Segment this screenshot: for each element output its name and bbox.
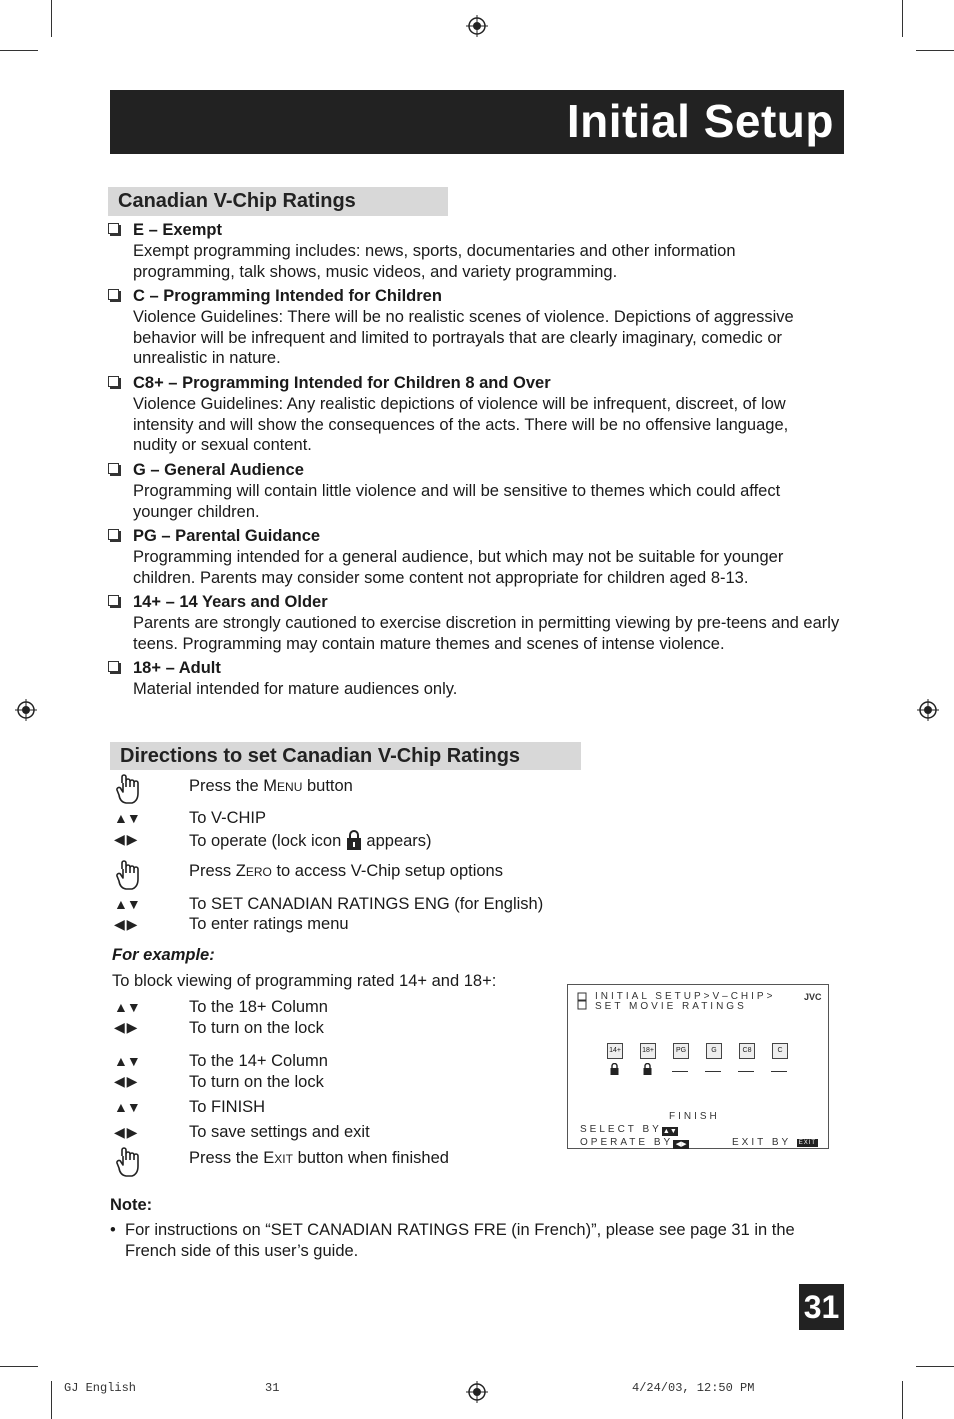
step-press-zero: Press Zero to access V-Chip setup options — [189, 862, 503, 880]
up-down-arrows-icon: ▲▼ — [114, 810, 140, 826]
rating-heading: PG – Parental Guidance — [133, 527, 321, 545]
rating-item-c — [108, 286, 848, 369]
rating-description: Material intended for mature audiences only. — [133, 679, 458, 698]
rating-item-g — [108, 460, 848, 522]
left-right-arrows-icon: ◀ ▶ — [114, 916, 137, 932]
crop-mark — [902, 0, 903, 37]
crop-mark — [916, 50, 954, 51]
remote-button-hand-icon — [114, 773, 148, 807]
crop-mark — [51, 1381, 52, 1419]
checkbox-bullet-icon — [108, 595, 119, 606]
crop-mark — [0, 1366, 38, 1367]
rating-item-c8 — [108, 373, 848, 456]
up-down-arrows-icon: ▲▼ — [114, 1053, 140, 1069]
lock-icon — [610, 1063, 619, 1075]
checkbox-bullet-icon — [108, 529, 119, 540]
rating-description: Programming will contain little violence and will be sensitive to themes which could affect younger children. — [133, 481, 781, 521]
screen-select: SELECT BY▲▼ — [580, 1124, 677, 1135]
section-title-directions: Directions to set Canadian V-Chip Ratings — [110, 742, 581, 770]
unlocked-dash — [672, 1071, 688, 1072]
rating-item-18plus — [108, 658, 848, 700]
section-title-ratings: Canadian V-Chip Ratings — [108, 187, 448, 216]
step-set-canadian-ratings: To SET CANADIAN RATINGS ENG (for English) — [189, 895, 544, 913]
left-right-key-icon: ◀▶ — [673, 1140, 689, 1149]
note-bullet: • For instructions on “SET CANADIAN RATINGS FRE (in French)”, please see page 31 in the French side of this user’s guide. — [110, 1221, 795, 1260]
example-step: To turn on the lock — [189, 1073, 324, 1091]
example-step: To FINISH — [189, 1098, 266, 1116]
registration-mark-icon — [15, 699, 37, 721]
brand-logo: JVC — [804, 992, 822, 1002]
checkbox-bullet-icon — [108, 376, 119, 387]
screen-subtitle: SET MOVIE RATINGS — [595, 1001, 747, 1012]
unlocked-dash — [738, 1071, 754, 1072]
up-down-arrows-icon: ▲▼ — [114, 999, 140, 1015]
bullet-icon: • — [110, 1221, 116, 1239]
rating-c8-icon: C8 — [739, 1043, 755, 1059]
example-label: For example: — [112, 946, 215, 964]
remote-button-hand-icon — [114, 1146, 148, 1180]
step-to-vchip: To V-CHIP — [189, 809, 267, 827]
rating-heading: 14+ – 14 Years and Older — [133, 593, 328, 611]
left-right-arrows-icon: ◀ ▶ — [114, 1073, 137, 1089]
rating-item-e — [108, 220, 848, 282]
rating-description: Violence Guidelines: Any realistic depictions of violence will be infrequent, discreet, of low intensity and will show the consequences of the acts. There will be no offensive language, nudity or sexual content. — [133, 394, 789, 455]
exit-key-icon: EXIT — [798, 1140, 817, 1146]
rating-heading: C8+ – Programming Intended for Children 8 and Over — [133, 374, 551, 392]
rating-description: Exempt programming includes: news, sports, documentaries and other information programming, talk shows, music videos, and variety programming. — [133, 241, 736, 281]
menu-lock-icon — [577, 992, 587, 1010]
step-press-menu: Press the Menu button — [189, 777, 353, 795]
rating-14plus-icon: 14+ — [607, 1043, 623, 1059]
rating-heading: C – Programming Intended for Children — [133, 287, 442, 305]
screen-path: INITIAL SETUP>V–CHIP> — [595, 991, 776, 1002]
checkbox-bullet-icon — [108, 289, 119, 300]
registration-mark-icon — [466, 1381, 488, 1403]
unlocked-dash — [705, 1071, 721, 1072]
unlocked-dash — [771, 1071, 787, 1072]
footer-filename: GJ English — [64, 1381, 137, 1395]
rating-pg-icon: PG — [673, 1043, 689, 1059]
remote-button-hand-icon — [114, 859, 148, 893]
rating-description: Parents are strongly cautioned to exercise discretion in permitting viewing by pre-teens and early teens. Programming may contain mature themes and scenes of intense violence. — [133, 613, 840, 653]
tv-screen-illustration — [567, 984, 829, 1149]
registration-mark-icon — [917, 699, 939, 721]
crop-mark — [902, 1381, 903, 1419]
page-header — [110, 90, 844, 154]
rating-g-icon: G — [706, 1043, 722, 1059]
example-step: To the 14+ Column — [189, 1052, 328, 1070]
rating-heading: E – Exempt — [133, 221, 222, 239]
rating-heading: 18+ – Adult — [133, 659, 221, 677]
registration-mark-icon — [466, 15, 488, 37]
checkbox-bullet-icon — [108, 463, 119, 474]
screen-operate: OPERATE BY ◀▶ — [580, 1137, 689, 1149]
screen-exit: EXIT BY EXIT — [732, 1137, 817, 1148]
up-down-arrows-icon: ▲▼ — [114, 896, 140, 912]
rating-item-pg — [108, 526, 848, 588]
crop-mark — [0, 50, 38, 51]
example-intro: To block viewing of programming rated 14+ and 18+: — [112, 972, 497, 990]
checkbox-bullet-icon — [108, 661, 119, 672]
note-label: Note: — [110, 1196, 153, 1214]
rating-heading: G – General Audience — [133, 461, 304, 479]
lock-icon — [346, 829, 362, 851]
rating-18plus-icon: 18+ — [640, 1043, 656, 1059]
left-right-arrows-icon: ◀ ▶ — [114, 1019, 137, 1035]
footer-page: 31 — [265, 1381, 280, 1395]
example-step-press-exit: Press the Exit button when finished — [189, 1149, 449, 1167]
up-down-arrows-icon: ▲▼ — [114, 1099, 140, 1115]
rating-c-icon: C — [772, 1043, 788, 1059]
up-down-key-icon: ▲▼ — [662, 1128, 677, 1135]
left-right-arrows-icon: ◀ ▶ — [114, 1124, 137, 1140]
rating-description: Violence Guidelines: There will be no realistic scenes of violence. Depictions of aggressive behavior will be infrequent and limited to portrayals that are clearly imaginary, comedic or unrealistic in nature. — [133, 307, 794, 368]
lock-icon — [643, 1063, 652, 1075]
screen-finish: FINISH — [669, 1111, 720, 1122]
rating-item-14plus — [108, 592, 848, 654]
footer-timestamp: 4/24/03, 12:50 PM — [632, 1381, 755, 1395]
crop-mark — [51, 0, 52, 37]
crop-mark — [916, 1366, 954, 1367]
page-title: Initial Setup — [566, 95, 834, 147]
checkbox-bullet-icon — [108, 223, 119, 234]
step-enter-ratings: To enter ratings menu — [189, 915, 349, 933]
example-step: To turn on the lock — [189, 1019, 324, 1037]
example-step: To save settings and exit — [189, 1123, 370, 1141]
left-right-arrows-icon: ◀ ▶ — [114, 831, 137, 847]
step-operate: To operate (lock icon appears) — [189, 829, 432, 852]
page-number: 31 — [799, 1284, 844, 1330]
example-step: To the 18+ Column — [189, 998, 328, 1016]
rating-description: Programming intended for a general audience, but which may not be suitable for younger children. Parents may consider some content not appropriate for children aged 8-13. — [133, 547, 784, 587]
